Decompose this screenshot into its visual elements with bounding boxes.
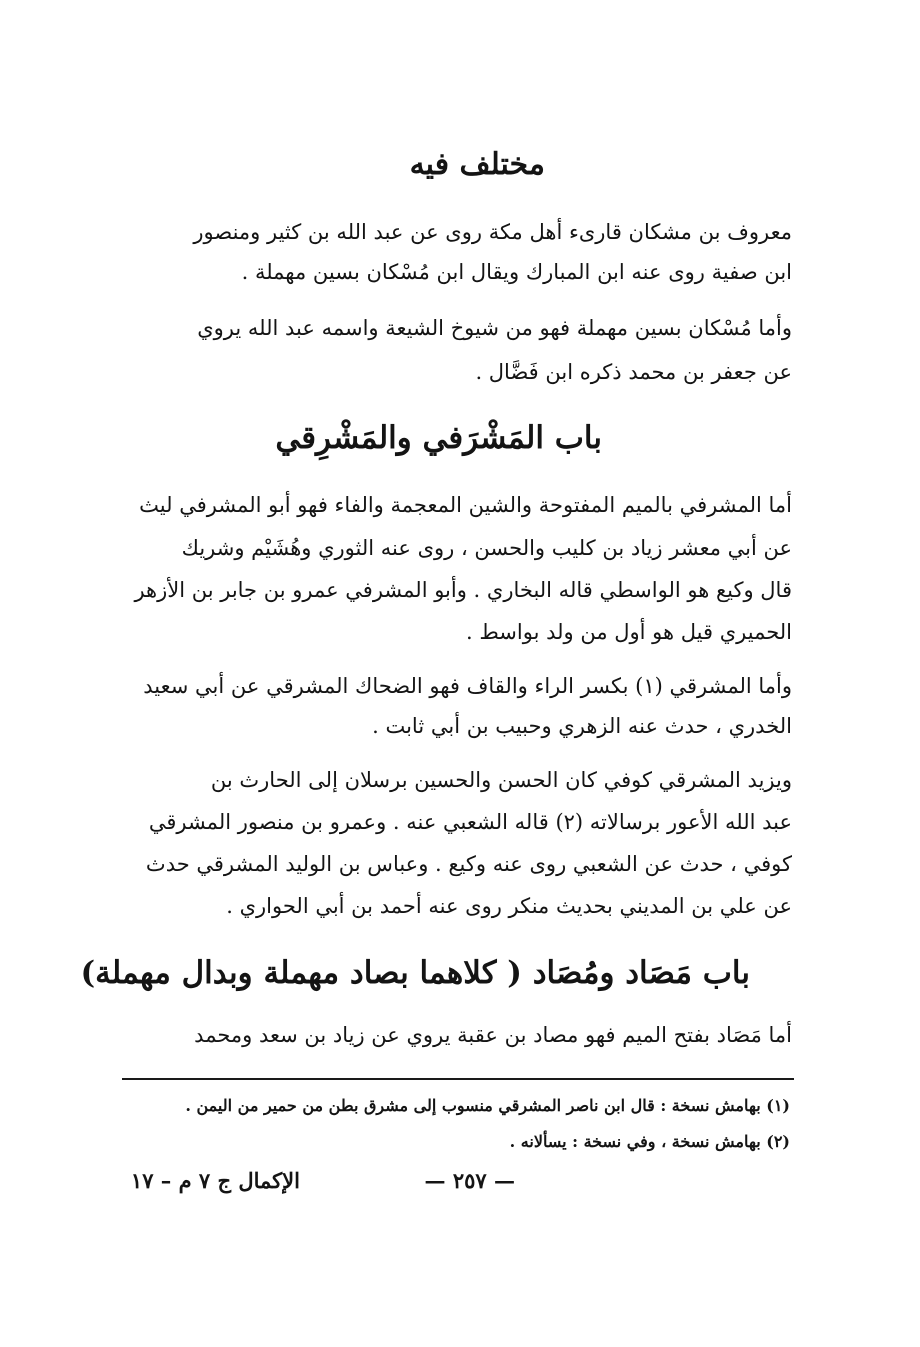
body-line: ويزيد المشرقي كوفي كان الحسن والحسين برسلان إلى الحارث بن (210, 768, 792, 792)
body-line: وأما المشرقي (١) بكسر الراء والقاف فهو الضحاك المشرقي عن أبي سعيد (143, 674, 792, 698)
book-signature: الإكمال ج ٧ م – ١٧ (130, 1168, 300, 1193)
body-line: عن علي بن المديني بحديث منكر روى عنه أحمد بن أبي الحواري . (226, 894, 792, 918)
body-line: قال وكيع هو الواسطي قاله البخاري . وأبو المشرفي عمرو بن جابر بن الأزهر (134, 578, 792, 602)
section-heading-mashraqi: باب المَشْرَفي والمَشْرِقي (275, 420, 602, 456)
body-line: أما مَصَاد بفتح الميم فهو مصاد بن عقبة يروي عن زياد بن سعد ومحمد (194, 1023, 792, 1047)
section-heading-mukhtalaf: مختلف فيه (409, 147, 545, 182)
body-line: عن جعفر بن محمد ذكره ابن فَضَّال . (475, 360, 792, 384)
body-line: الخدري ، حدث عنه الزهري وحبيب بن أبي ثابت . (372, 714, 792, 738)
page-number: — ٢٥٧ — (424, 1168, 515, 1193)
section-heading-masad: باب مَصَاد ومُصَاد ( كلاهما بصاد مهملة وبدال مهملة) (80, 955, 750, 991)
body-line: وأما مُسْكان بسين مهملة فهو من شيوخ الشيعة واسمه عبد الله يروي (197, 316, 792, 340)
body-line: معروف بن مشكان قارىء أهل مكة روى عن عبد الله بن كثير ومنصور (193, 220, 792, 244)
footnote: (٢) بهامش نسخة ، وفي نسخة : يسألانه . (509, 1132, 790, 1151)
footnote: (١) بهامش نسخة : قال ابن ناصر المشرقي منسوب إلى مشرق بطن من حمير من اليمن . (185, 1096, 790, 1115)
body-line: عبد الله الأعور برسالاته (٢) قاله الشعبي عنه . وعمرو بن منصور المشرقي (148, 810, 792, 834)
body-line: ابن صفية روى عنه ابن المبارك ويقال ابن مُسْكان بسين مهملة . (241, 260, 792, 284)
body-line: عن أبي معشر زياد بن كليب والحسن ، روى عنه الثوري وهُشَيْم وشريك (181, 536, 792, 560)
body-line: كوفي ، حدث عن الشعبي روى عنه وكيع . وعباس بن الوليد المشرقي حدث (145, 852, 792, 876)
footnote-rule (122, 1078, 794, 1080)
body-line: الحميري قيل هو أول من ولد بواسط . (466, 620, 792, 644)
body-line: أما المشرفي بالميم المفتوحة والشين المعجمة والفاء فهو أبو المشرفي ليث (139, 493, 792, 517)
